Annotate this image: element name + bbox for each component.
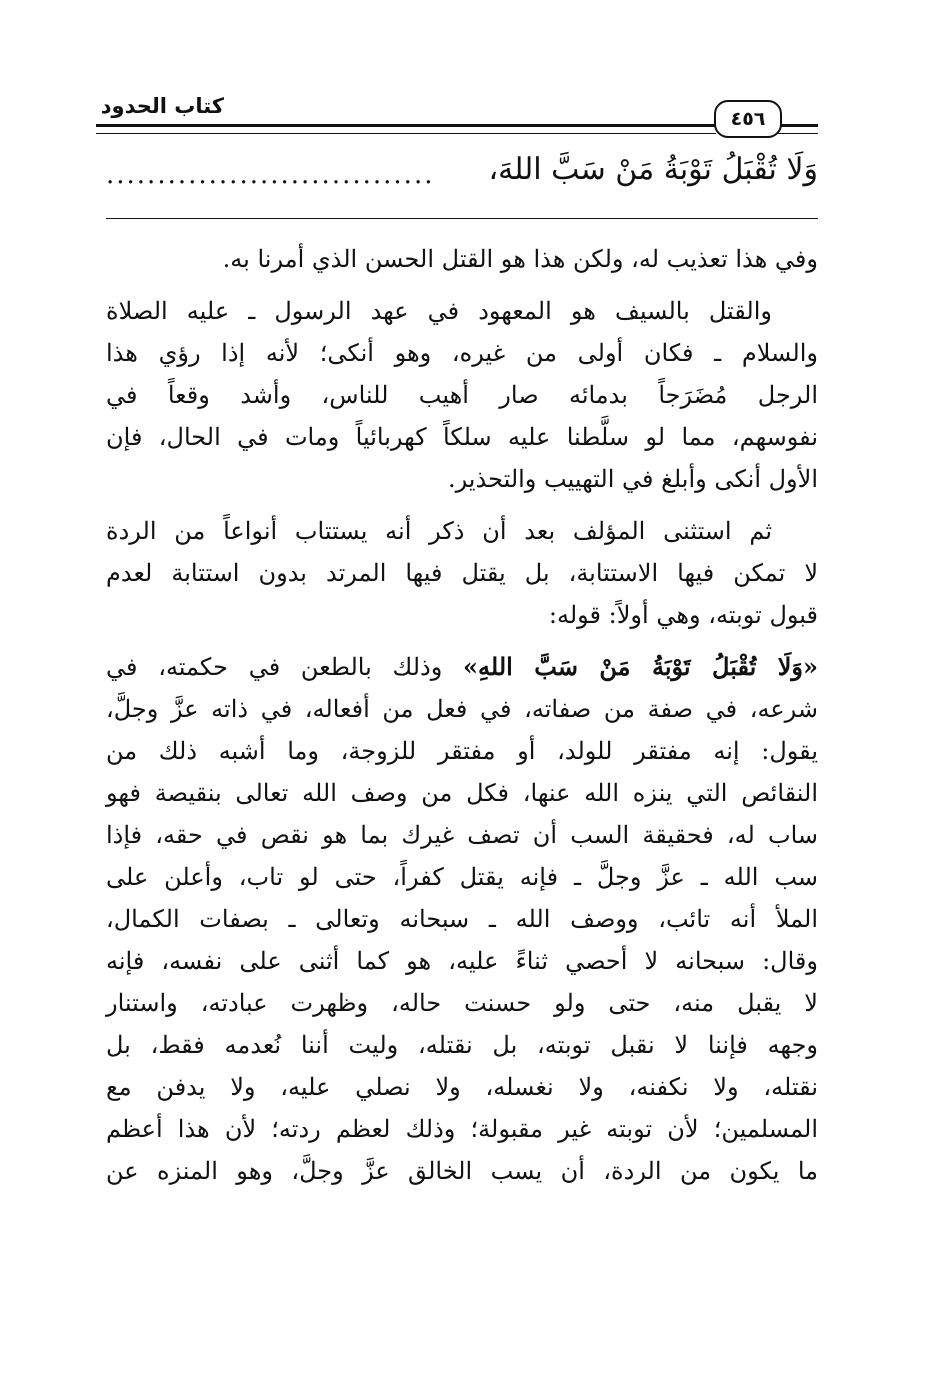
paragraph-4 [106,646,818,1192]
matn-text: وَلَا تُقْبَلُ تَوْبَةُ مَنْ سَبَّ اللهَ، [488,152,818,187]
text-line: لا يقبل منه، حتى ولو حسنت حاله، وظهرت عبادته، واستنار [106,989,818,1017]
header-double-rule-left [96,124,716,134]
text-line: الملأ أنه تائب، ووصف الله ـ سبحانه وتعالى ـ بصفات الكمال، [106,905,818,933]
text-line [106,646,818,688]
text-line: والقتل بالسيف هو المعهود في عهد الرسول ـ عليه الصلاة [106,297,772,325]
text-line: سب الله ـ عزَّ وجلَّ ـ فإنه يقتل كفراً، حتى لو تاب، وأعلن على [106,863,818,891]
text-line: المسلمين؛ لأن توبته غير مقبولة؛ وذلك لعظم ردته؛ لأن هذا أعظم [106,1115,818,1143]
text-line: نفوسهم، مما لو سلَّطنا عليه سلكاً كهربائياً ومات في الحال، فإن [106,423,819,451]
text-line: نقتله، ولا نكفنه، ولا نغسله، ولا نصلي عليه، ولا يدفن مع [106,1073,818,1101]
text-line: ثم استثنى المؤلف بعد أن ذكر أنه يستتاب أنواعاً من الردة [106,517,772,545]
paragraph-1 [106,238,818,280]
paragraph-3 [106,510,818,636]
text-line: شرعه، في صفة من صفاته، في فعل من أفعاله، في ذاته عزَّ وجلَّ، [106,695,818,723]
quoted-matn: «وَلَا تُقْبَلُ تَوْبَةُ مَنْ سَبَّ اللهِ» [463,652,818,681]
header-double-rule-right [778,124,818,134]
page-number: ٤٥٦ [714,100,782,138]
text-line: والسلام ـ فكان أولى من غيره، وهو أنكى؛ لأنه إذا رؤي هذا [106,339,818,367]
paragraph-2 [106,290,818,500]
text-line: الأول أنكى وأبلغ في التهييب والتحذير. [447,465,818,493]
matn-separator-rule [106,218,818,219]
commentary-body [106,238,818,1202]
text-line: وجهه فإننا لا نقبل توبته، بل نقتله، وليت أننا نُعدمه فقط، بل [106,1031,818,1059]
text-line: ساب له، فحقيقة السب أن تصف غيرك بما هو نقص في حقه، فإذا [106,821,818,849]
text-line: وقال: سبحانه لا أحصي ثناءً عليه، هو كما أثنى على نفسه، فإنه [106,947,818,975]
text-line-rest: وذلك بالطعن في حكمته، في [106,653,443,681]
text-line: يقول: إنه مفتقر للولد، أو مفتقر للزوجة، وما أشبه ذلك من [106,737,818,765]
text-line: وفي هذا تعذيب له، ولكن هذا هو القتل الحسن الذي أمرنا به. [222,245,818,273]
text-line: الرجل مُضَرَجاً بدمائه صار أهيب للناس، وأشد وقعاً في [106,381,818,409]
running-header-title: كتاب الحدود [100,94,224,118]
text-line: قبول توبته، وهي أولاً: قوله: [548,601,818,629]
text-line: لا تمكن فيها الاستتابة، بل يقتل فيها المرتد بدون استتابة لعدم [106,559,818,587]
matn-ellipsis-dots: ................................ [106,160,435,190]
text-line: ما يكون من الردة، أن يسب الخالق عزَّ وجلَّ، وهو المنزه عن [106,1157,818,1185]
text-line: النقائص التي ينزه الله عنها، فكل من وصف الله تعالى بنقيصة فهو [106,779,818,807]
